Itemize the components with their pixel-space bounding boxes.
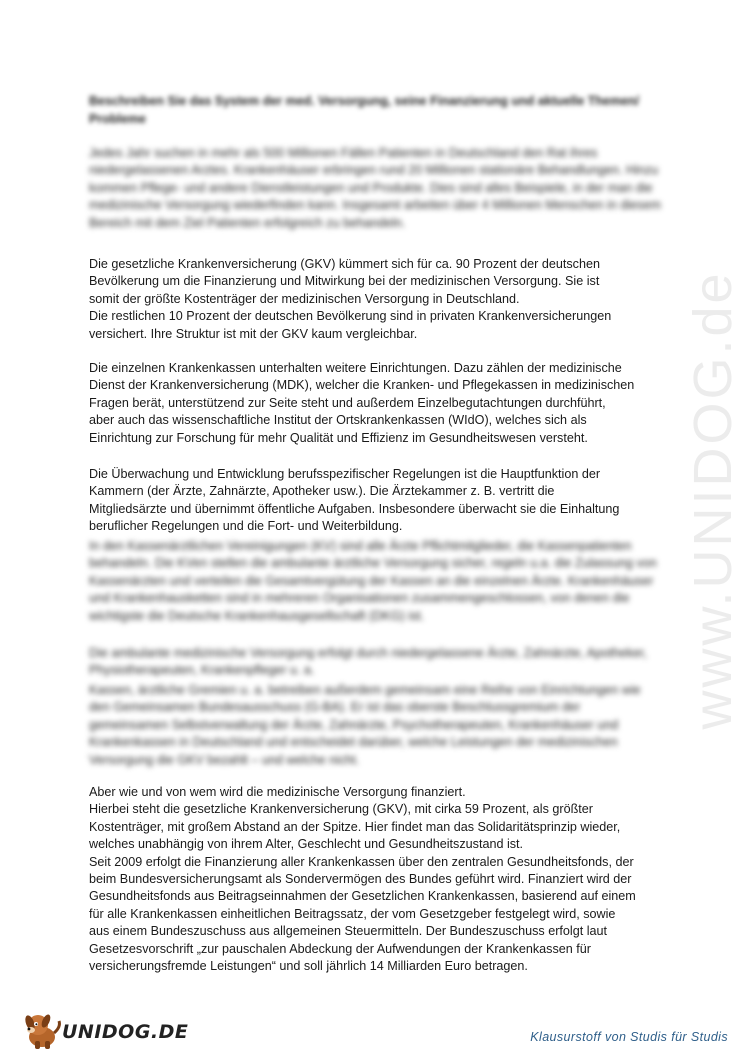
blurred-gba-paragraph [89, 682, 661, 769]
paragraph-line: Hierbei steht die gesetzliche Krankenversicherung (GKV), mit cirka 59 Prozent, als größter [89, 802, 593, 817]
paragraph-line: Bevölkerung um die Finanzierung und Mitwirkung bei der medizinischen Versorgung. Sie ist [89, 274, 600, 289]
logo-text: UNIDOG.DE [62, 1021, 189, 1043]
dog-mascot-icon [22, 1011, 64, 1051]
paragraph-line: versicherungsfremde Leistungen“ und soll jährlich 14 Milliarden Euro betragen. [89, 959, 528, 974]
unidog-logo[interactable] [22, 1011, 189, 1051]
paragraph-line: somit der größte Kostenträger der medizinischen Versorgung in Deutschland. [89, 291, 520, 306]
footer-slogan: Klausurstoff von Studis für Studis [530, 1030, 728, 1044]
blurred-intro-paragraph [89, 145, 661, 232]
paragraph-line: beruflicher Regelungen und die Fort- und Weiterbildung. [89, 519, 403, 534]
paragraph-line: Aber wie und von wem wird die medizinische Versorgung finanziert. [89, 785, 466, 799]
blurred-ambulant-text: Die ambulante medizinische Versorgung erfolgt durch niedergelassene Ärzte, Zahnärzte, Apotheker, Physiotherapeuten, Krankenpfleger u. a. [89, 646, 647, 678]
paragraph-line: Einrichtung zur Forschung für mehr Qualität und Effizienz im Gesundheitswesen versteht. [89, 430, 588, 445]
watermark-text: www.UNIDOG.de [683, 270, 743, 730]
paragraph-kammern [89, 466, 661, 536]
paragraph-line: Dienst der Krankenversicherung (MDK), welcher die Kranken- und Pflegekassen in medizinischen [89, 378, 635, 393]
paragraph-line: beim Bundesversicherungsamt als Sondervermögen des Bundes geführt wird. Finanziert wird der [89, 872, 632, 887]
paragraph-line: Die Überwachung und Entwicklung berufsspezifischer Regelungen ist die Hauptfunktion der [89, 467, 601, 481]
blurred-kv-text: In den Kassenärztlichen Vereinigungen (KV) sind alle Ärzte Pflichtmitglieder, die Kassenpatienten behandeln. Die KVen stellen die ambulante ärztliche Versorgung sicher, regeln u.a. die Zulassung von Kassenärzten und verteilen die Gesamtvergütung der Kassen an die einzelnen Ärzte. Krankenhäuser und Krankenhausketten sind in mehreren Organisationen zusammengeschlossen, von denen die wichtigste die Deutsche Krankenhausgesellschaft (DKG) ist. [89, 539, 657, 623]
paragraph-line: Kammern (der Ärzte, Zahnärzte, Apotheker usw.). Die Ärztekammer z. B. vertritt die [89, 484, 555, 499]
paragraph-line: Fragen berät, unterstützend zur Seite steht und außerdem Einzelbegutachtungen durchführt, [89, 395, 606, 410]
paragraph-line: Gesundheitsfonds aus Beitragseinnahmen der Gesetzlichen Krankenkassen, basierend auf einem [89, 889, 636, 904]
paragraph-line: Seit 2009 erfolgt die Finanzierung aller Krankenkassen über den zentralen Gesundheitsfonds, der [89, 854, 634, 869]
paragraph-finanzierung [89, 784, 661, 975]
document-title: Beschreiben Sie das System der med. Versorgung, seine Finanzierung und aktuelle Themen/ Probleme [89, 94, 640, 126]
paragraph-line: Gesetzesvorschrift „zur pauschalen Abdeckung der Aufwendungen der Krankenkassen für [89, 941, 591, 956]
blurred-ambulant-paragraph [89, 645, 661, 680]
paragraph-line: aber auch das wissenschaftliche Institut der Ortskrankenkassen (WIdO), welches sich als [89, 413, 587, 428]
blurred-intro-text: Jedes Jahr suchen in mehr als 500 Millionen Fällen Patienten in Deutschland den Rat ihres niedergelassenen Arztes. Krankenhäuser erbringen rund 20 Millionen stationäre Behandlungen. Hinzu kommen Pflege- und andere Dienstleistungen und Produkte. Dies sind alles Beispiele, in der man die medizinische Versorgung wiederfinden kann. Insgesamt arbeiten über 4 Millionen Menschen in diesem Bereich mit dem Ziel Patienten erfolgreich zu behandeln. [89, 146, 661, 230]
paragraph-line: aus einem Bundeszuschuss aus allgemeinen Steuermitteln. Der Bundeszuschuss erfolgt laut [89, 924, 608, 939]
paragraph-line: Kostenträger, mit großem Abstand an der Spitze. Hier findet man das Solidaritätsprinzip wieder, [89, 819, 621, 834]
paragraph-line: für alle Krankenkassen einheitlichen Beitragssatz, der vom Gesetzgeber festgelegt wird, sowie [89, 906, 616, 921]
paragraph-line: versichert. Ihre Struktur ist mit der GKV kaum vergleichbar. [89, 326, 418, 341]
blurred-kv-paragraph [89, 538, 661, 625]
paragraph-line: Die gesetzliche Krankenversicherung (GKV) kümmert sich für ca. 90 Prozent der deutschen [89, 257, 600, 271]
blurred-gba-text: Kassen, ärztliche Gremien u. a. betreiben außerdem gemeinsam eine Reihe von Einrichtungen wie den Gemeinsamen Bundesausschuss (G-BA). Er ist das oberste Beschlussgremium der gemeinsamen Selbstverwaltung der Ärzte, Zahnärzte, Psychotherapeuten, Krankenhäuser und Krankenkassen in Deutschland und entscheidet darüber, welche Leistungen der medizinischen Versorgung die GKV bezahlt – und welche nicht. [89, 683, 641, 767]
paragraph-line: Die restlichen 10 Prozent der deutschen Bevölkerung sind in privaten Krankenversicherungen [89, 309, 612, 324]
paragraph-line: welches unabhängig von ihrem Alter, Geschlecht und Gesundheitszustand ist. [89, 837, 524, 852]
paragraph-gkv [89, 256, 661, 343]
paragraph-line: Die einzelnen Krankenkassen unterhalten weitere Einrichtungen. Dazu zählen der medizinische [89, 361, 622, 375]
paragraph-krankenkassen [89, 360, 661, 447]
paragraph-line: Mitgliedsärzte und übernimmt öffentliche Aufgaben. Insbesondere überwacht sie die Einhaltung [89, 501, 620, 516]
